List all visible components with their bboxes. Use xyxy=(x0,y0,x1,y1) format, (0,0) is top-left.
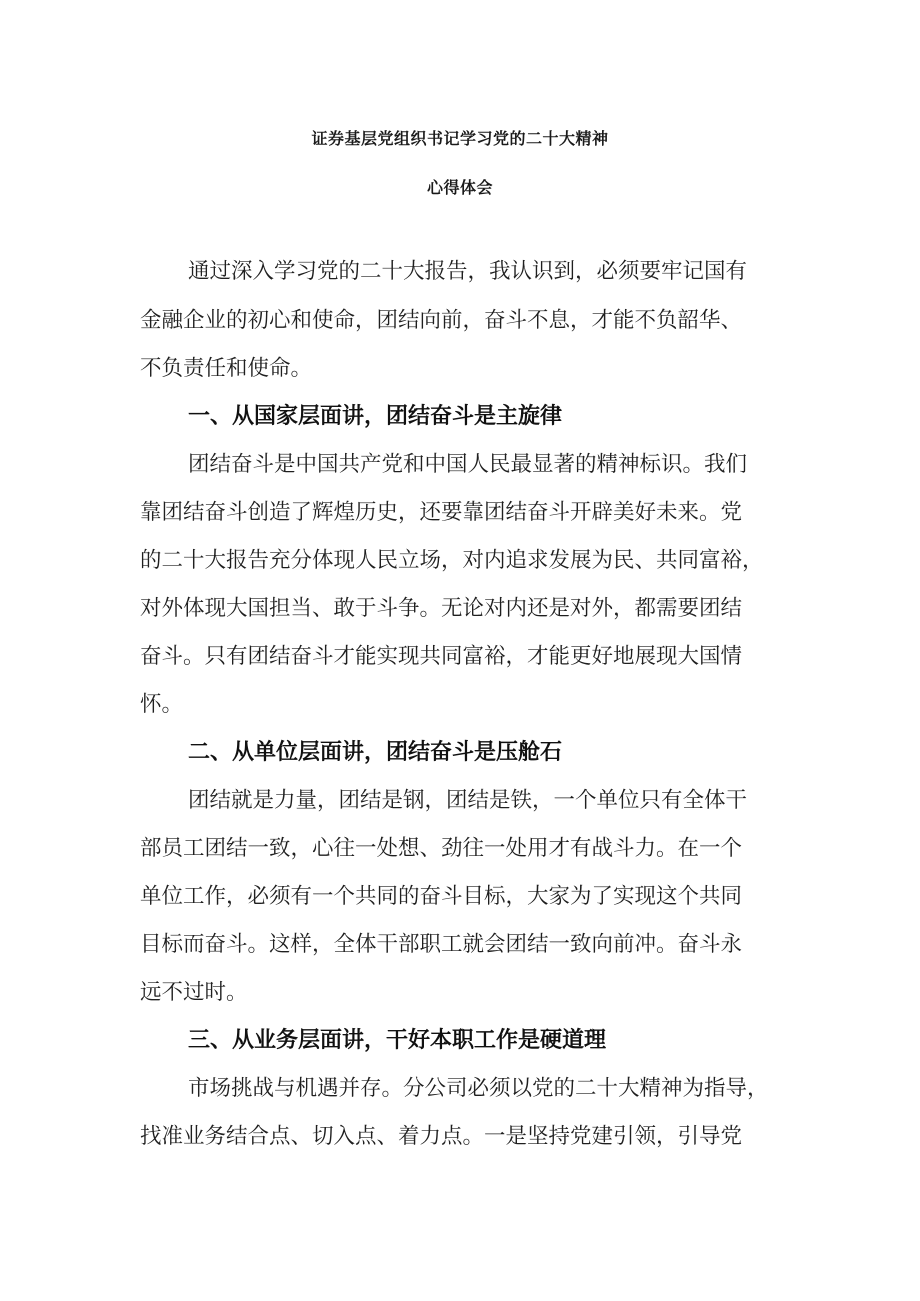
section-3-line-1: 市场挑战与机遇并存。分公司必须以党的二十大精神为指导， xyxy=(188,1076,769,1101)
document-title-line-1: 证券基层党组织书记学习党的二十大精神 xyxy=(311,129,609,148)
section-1-heading: 一、从国家层面讲，团结奋斗是主旋律 xyxy=(188,404,563,429)
intro-line-1: 通过深入学习党的二十大报告，我认识到，必须要牢记国有 xyxy=(188,259,748,284)
section-1-line-1: 团结奋斗是中国共产党和中国人民最显著的精神标识。我们 xyxy=(188,452,748,477)
section-1-line-2: 靠团结奋斗创造了辉煌历史，还要靠团结奋斗开辟美好未来。党 xyxy=(140,500,743,525)
section-1-line-5: 奋斗。只有团结奋斗才能实现共同富裕，才能更好地展现大国情 xyxy=(140,644,743,669)
section-1-line-6: 怀。 xyxy=(140,692,184,717)
intro-line-3: 不负责任和使命。 xyxy=(140,356,313,381)
section-3-line-2: 找准业务结合点、切入点、着力点。一是坚持党建引领，引导党 xyxy=(140,1124,743,1149)
section-2-line-5: 远不过时。 xyxy=(140,980,248,1005)
section-3-heading: 三、从业务层面讲，干好本职工作是硬道理 xyxy=(188,1028,607,1053)
intro-line-2: 金融企业的初心和使命，团结向前，奋斗不息，才能不负韶华、 xyxy=(140,308,743,333)
section-2-line-1: 团结就是力量，团结是钢，团结是铁，一个单位只有全体干 xyxy=(188,788,748,813)
section-1-line-4: 对外体现大国担当、敢于斗争。无论对内还是对外，都需要团结 xyxy=(140,596,743,621)
section-1-line-3: 的二十大报告充分体现人民立场，对内追求发展为民、共同富裕， xyxy=(140,548,764,573)
section-2-line-3: 单位工作，必须有一个共同的奋斗目标，大家为了实现这个共同 xyxy=(140,884,743,909)
document-title-line-2: 心得体会 xyxy=(426,178,493,197)
section-2-heading: 二、从单位层面讲，团结奋斗是压舱石 xyxy=(188,740,563,765)
section-2-line-4: 目标而奋斗。这样，全体干部职工就会团结一致向前冲。奋斗永 xyxy=(140,932,743,957)
section-2-line-2: 部员工团结一致，心往一处想、劲往一处用才有战斗力。在一个 xyxy=(140,836,743,861)
